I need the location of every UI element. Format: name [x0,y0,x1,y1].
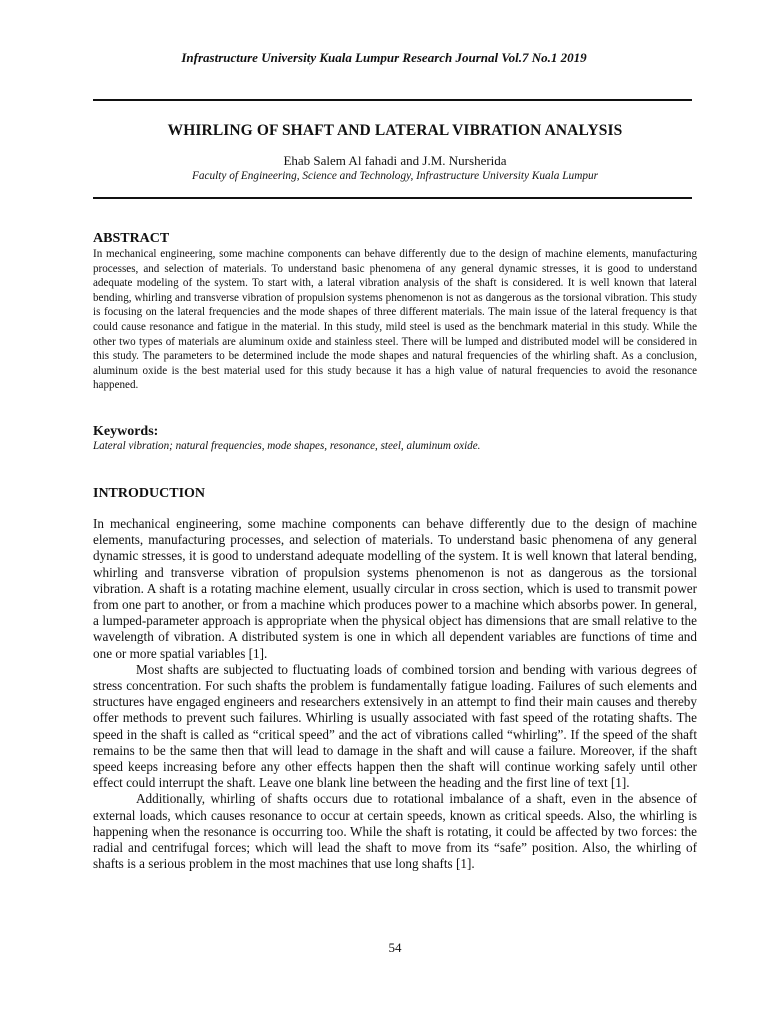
intro-paragraph-1: In mechanical engineering, some machine components can behave differently due to the design of machine elements, manufacturing processes, and selection of materials. To understand basic phenomena of any general dynamic stresses, it is good to understand adequate modelling of the system. It is well known that lateral bending, whirling and transverse vibration of propulsion systems phenomenon is not as dangerous as the torsional vibration. A shaft is a rotating machine element, usually circular in cross section, which is used to transmit power from one part to another, or from a machine which produces power to a machine which absorbs power. In general, a lumped-parameter approach is appropriate when the physical object has dimensions that are small relative to the wavelength of vibration. A distributed system is one in which all dependent variables are functions of time and one or more spatial variables [1]. [93,516,697,661]
intro-paragraph-2: Most shafts are subjected to fluctuating loads of combined torsion and bending with various degrees of stress concentration. For such shafts the problem is fundamentally fatigue loading. Failures of such elements and structures have engaged engineers and researchers extensively in an attempt to find their main causes and thereby offer methods to prevent such failures. Whirling is usually associated with fast speed of the rotating shafts. The speed in the shaft is called as “critical speed” and the act of vibrations called “whirling”. If the speed of the shaft remains to be the same then that will lead to damage in the shaft and will cause a failure. Moreover, if the shaft speed keeps increasing before any other effects happen then the shaft will continue working safely until other effect could interrupt the shaft. Leave one blank line between the heading and the first line of text [1]. [93,661,697,791]
abstract-heading: ABSTRACT [93,231,170,246]
affiliation: Faculty of Engineering, Science and Technology, Infrastructure University Kuala Lumpur [191,170,599,182]
introduction-heading: INTRODUCTION [93,486,206,501]
intro-paragraph-3: Additionally, whirling of shafts occurs due to rotational imbalance of a shaft, even in the absence of external loads, which causes resonance to occur at certain speeds, known as critical speeds. Also, the whirling is happening when the resonance is occurring too. While the shaft is rotating, it could be affected by two forces: the radial and centrifugal forces; which will lead the shaft to move from its “safe” position. Also, the whirling of shafts is a serious problem in the most machines that use long shafts [1]. [93,791,697,872]
introduction-body [93,516,697,872]
paper-title: WHIRLING OF SHAFT AND LATERAL VIBRATION ANALYSIS [167,122,623,139]
author-list: Ehab Salem Al fahadi and J.M. Nursherida [283,153,507,168]
abstract-text: In mechanical engineering, some machine components can behave differently due to the design of machine elements, manufacturing processes, and selection of materials. To understand basic phenomena of any general dynamic stresses, it is good to understand adequate modeling of the system. To start with, a lateral vibration analysis of the shaft is considered. It is well known that lateral bending, whirling and transverse vibration of propulsion systems phenomenon is not as dangerous as the torsional vibration. This study is focusing on the lateral frequencies and the mode shapes of three different materials. The main issue of the lateral frequency is that could cause resonance and fatigue in the material. In this study, mild steel is used as the benchmark material in this study. While the other two types of materials are aluminum oxide and stainless steel. There will be lumped and distributed model will be considered in this study. The parameters to be determined include the mode shapes and natural frequencies of the whirling shaft. As a conclusion, aluminum oxide is the best material used for this study because it has a high value of natural frequencies to avoid the resonance happened. [93,248,697,392]
keywords-text: Lateral vibration; natural frequencies, mode shapes, resonance, steel, aluminum oxide. [93,440,481,452]
top-divider [93,99,692,101]
keywords-heading: Keywords: [93,424,159,439]
page-number: 54 [388,940,402,955]
journal-header: Infrastructure University Kuala Lumpur Research Journal Vol.7 No.1 2019 [181,50,587,65]
title-divider [93,197,692,199]
